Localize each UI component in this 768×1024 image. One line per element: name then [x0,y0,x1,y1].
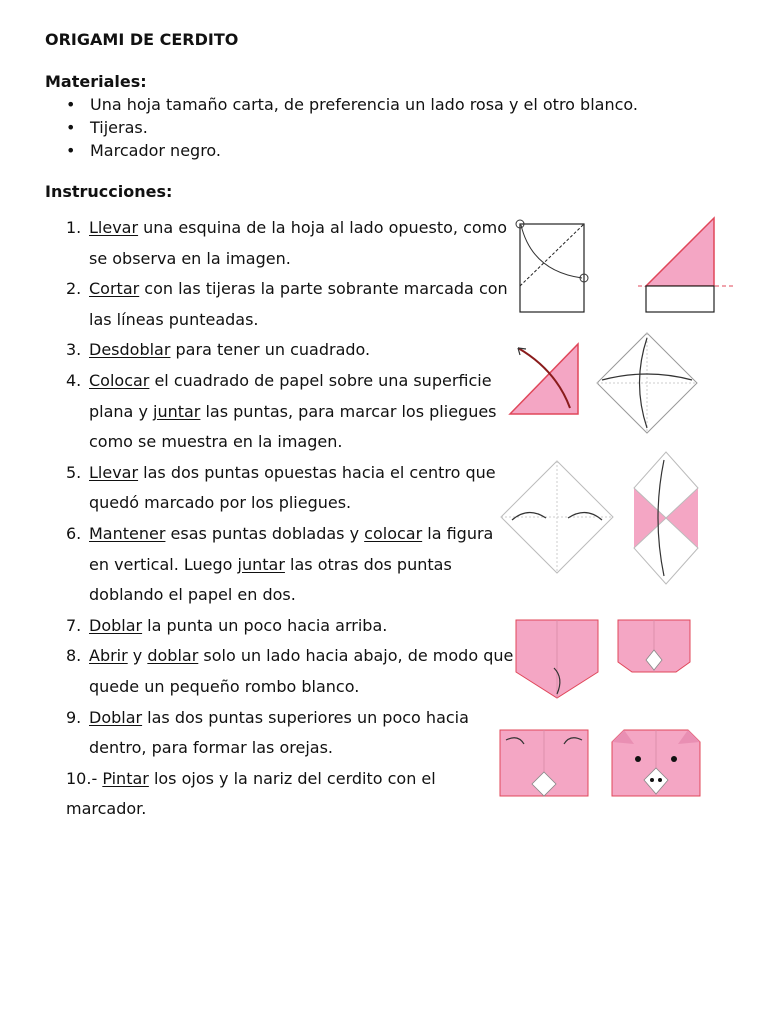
instructions-heading: Instrucciones: [45,182,173,201]
step-text: esas puntas dobladas y [165,523,365,543]
step-text: los ojos y la nariz del cerdito con el marcador. [66,768,436,819]
step-number: 3. [66,340,82,360]
step-number: 1. [66,218,82,237]
step-action-verb: juntar [153,401,201,421]
step-action-verb: Abrir [89,646,128,666]
instruction-step [66,366,516,458]
step-action-verb: Pintar [102,768,149,788]
step-number: 8. [66,646,82,666]
materials-list [66,93,638,162]
instruction-step [66,611,516,642]
materials-heading: Materiales: [45,72,147,91]
finished-pig-diagram [610,726,702,800]
instructions-list [66,213,516,825]
step-action-verb: Doblar [89,615,143,635]
fold-tip-up-diagram [510,614,604,702]
instruction-step [66,703,516,764]
instruction-step [66,335,516,366]
step-action-verb: Llevar [89,462,139,482]
step-text: solo un lado hacia abajo, de modo que quede un pequeño rombo blanco. [89,646,514,696]
instruction-step [66,519,516,611]
instruction-step [66,274,516,335]
unfold-triangle-diagram [506,340,586,418]
step-text: las dos puntas opuestas hacia el centro que quedó marcado por los pliegues. [89,462,496,513]
crease-square-diagram [594,330,700,436]
step-text: la punta un poco hacia arriba. [142,615,388,635]
step-text: con las tijeras la parte sobrante marcada con las líneas punteadas. [89,279,508,329]
step-action-verb: Desdoblar [89,340,171,360]
step-action-verb: Mantener [89,523,166,543]
step-text: para tener un cuadrado. [170,340,371,360]
ears-fold-diagram [498,728,590,800]
material-item: • Una hoja tamaño carta, de preferencia un lado rosa y el otro blanco. [66,93,638,116]
step-text: la figura en vertical. Luego [89,523,494,574]
step-action-verb: Doblar [89,707,143,727]
step-number: 5. [66,462,82,482]
step-action-verb: colocar [364,523,423,543]
instruction-step [66,641,516,702]
step-text: y [127,646,148,666]
step-action-verb: Llevar [89,218,139,237]
fold-corner-diagram [512,216,592,316]
step-action-verb: doblar [147,646,199,666]
step-number: 10.- [66,768,103,788]
cut-triangle-diagram [638,214,734,318]
step-action-verb: Colocar [89,370,150,390]
step-number: 6. [66,523,82,543]
fold-in-half-diagram [626,448,706,588]
material-item: • Tijeras. [66,116,638,139]
page-title: ORIGAMI DE CERDITO [45,30,239,49]
white-rhombus-diagram [614,616,694,678]
step-number: 4. [66,370,82,390]
instruction-step [66,458,516,519]
step-text: una esquina de la hoja al lado opuesto, como se observa en la imagen. [89,218,508,268]
step-text: las otras dos puntas doblando el papel en dos. [89,554,452,605]
material-item: • Marcador negro. [66,139,638,162]
instruction-step [66,213,516,274]
step-number: 7. [66,615,82,635]
step-number: 2. [66,279,82,299]
step-text: el cuadrado de papel sobre una superficie plana y [89,370,492,421]
step-text: las puntas, para marcar los pliegues como se muestra en la imagen. [89,401,497,452]
step-action-verb: juntar [237,554,285,574]
instruction-step [66,764,516,825]
step-number: 9. [66,707,82,727]
step-action-verb: Cortar [89,279,140,299]
step-text: las dos puntas superiores un poco hacia dentro, para formar las orejas. [89,707,469,758]
fold-points-center-diagram [498,458,616,576]
